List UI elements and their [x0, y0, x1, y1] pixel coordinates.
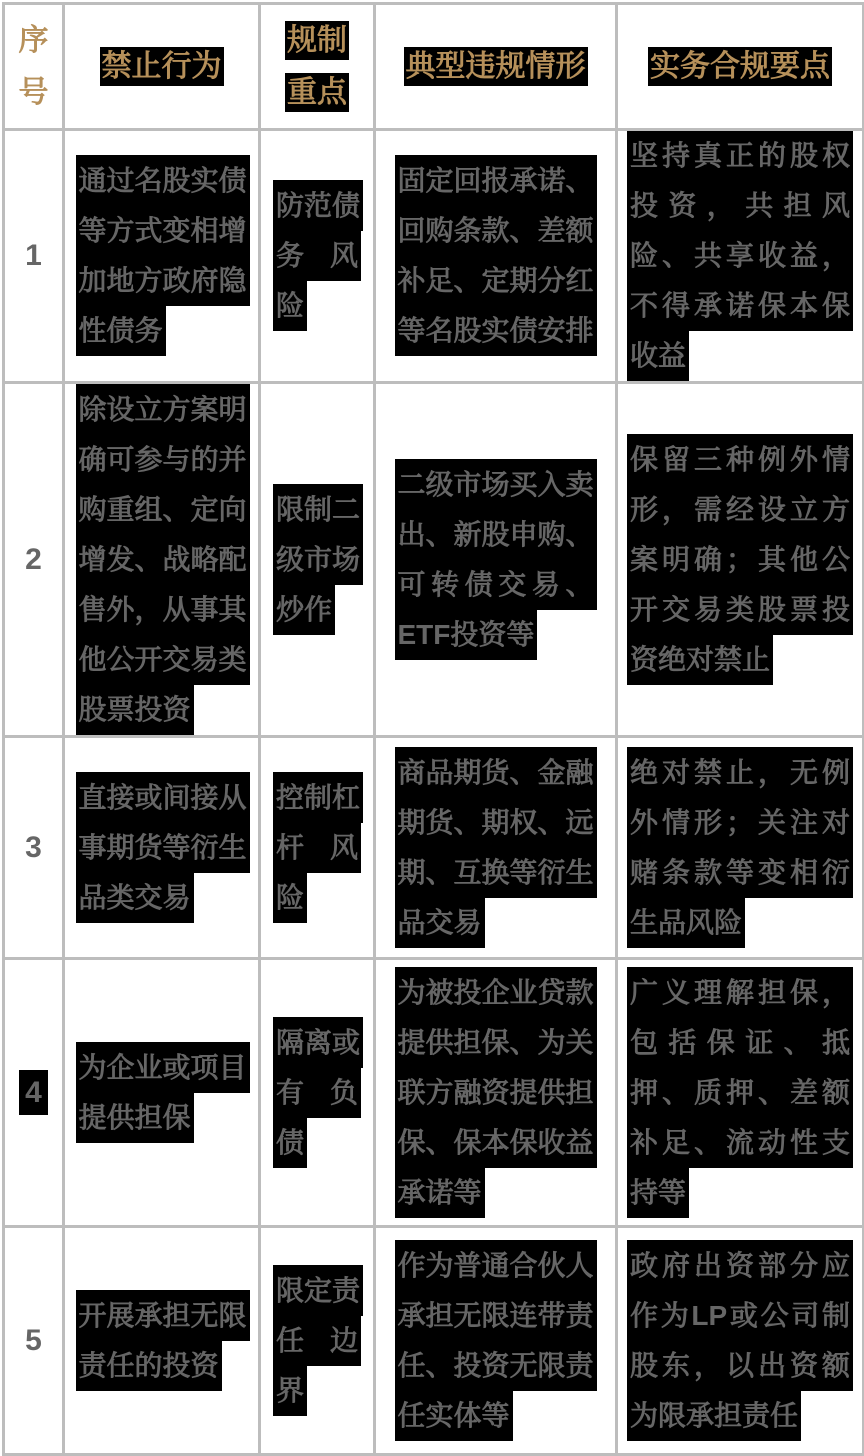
cell-compliance-points	[617, 1227, 864, 1455]
prohibited-text: 除设立方案明确可参与的并购重组、定向增发、战略配售外，从事其他公开交易类股票投资	[76, 384, 250, 735]
cell-compliance-points	[617, 383, 864, 737]
cell-compliance-points	[617, 130, 864, 383]
header-regulation-focus-label: 规制重点	[285, 21, 349, 112]
seq-value: 5	[25, 1323, 42, 1357]
cell-prohibited-behavior	[64, 130, 260, 383]
header-seq-label: 序号	[18, 23, 49, 109]
cell-compliance-points	[617, 959, 864, 1227]
cell-seq	[4, 959, 64, 1227]
header-typical-violations-label: 典型违规情形	[404, 47, 588, 86]
cell-regulation-focus	[260, 383, 375, 737]
header-prohibited-behavior	[64, 4, 260, 130]
cell-typical-violations	[375, 1227, 617, 1455]
cell-regulation-focus	[260, 959, 375, 1227]
prohibited-text: 开展承担无限责任的投资	[76, 1290, 250, 1391]
compliance-text: 广义理解担保，包括保证、抵押、质押、差额补足、流动性支持等	[627, 967, 853, 1218]
header-seq	[4, 4, 64, 130]
table-row	[4, 130, 864, 383]
compliance-table	[2, 2, 864, 1456]
cell-prohibited-behavior	[64, 959, 260, 1227]
table-row	[4, 1227, 864, 1455]
header-prohibited-behavior-label: 禁止行为	[100, 47, 224, 86]
cell-prohibited-behavior	[64, 737, 260, 959]
focus-text: 防范债务风险	[273, 180, 363, 331]
seq-value: 1	[25, 239, 42, 272]
table-row	[4, 383, 864, 737]
table-row	[4, 737, 864, 959]
cell-typical-violations	[375, 737, 617, 959]
header-row	[4, 4, 864, 130]
cell-seq	[4, 130, 64, 383]
prohibited-text: 直接或间接从事期货等衍生品类交易	[76, 772, 250, 923]
cell-prohibited-behavior	[64, 1227, 260, 1455]
violations-text: 二级市场买入卖出、新股申购、可转债交易、ETF投资等	[395, 459, 597, 660]
violations-text: 作为普通合伙人承担无限连带责任、投资无限责任实体等	[395, 1240, 597, 1441]
violations-text: 为被投企业贷款提供担保、为关联方融资提供担保、保本保收益承诺等	[395, 967, 597, 1218]
header-compliance-points	[617, 4, 864, 130]
compliance-text: 坚持真正的股权投资，共担风险、共享收益，不得承诺保本保收益	[627, 130, 853, 381]
cell-regulation-focus	[260, 130, 375, 383]
focus-text: 限制二级市场炒作	[273, 484, 363, 635]
header-regulation-focus	[260, 4, 375, 130]
cell-seq	[4, 737, 64, 959]
seq-value: 4	[19, 1070, 48, 1115]
prohibited-text: 通过名股实债等方式变相增加地方政府隐性债务	[76, 155, 250, 356]
prohibited-text: 为企业或项目提供担保	[76, 1042, 250, 1143]
cell-regulation-focus	[260, 1227, 375, 1455]
header-typical-violations	[375, 4, 617, 130]
cell-typical-violations	[375, 959, 617, 1227]
cell-typical-violations	[375, 383, 617, 737]
compliance-text: 政府出资部分应作为LP或公司制股东，以出资额为限承担责任	[627, 1240, 853, 1441]
table-row	[4, 959, 864, 1227]
compliance-text: 绝对禁止，无例外情形；关注对赌条款等变相衍生品风险	[627, 747, 853, 948]
violations-text: 商品期货、金融期货、期权、远期、互换等衍生品交易	[395, 747, 597, 948]
focus-text: 隔离或有负债	[273, 1017, 363, 1168]
cell-prohibited-behavior	[64, 383, 260, 737]
cell-compliance-points	[617, 737, 864, 959]
cell-typical-violations	[375, 130, 617, 383]
seq-value: 3	[25, 830, 42, 864]
cell-seq	[4, 1227, 64, 1455]
header-compliance-points-label: 实务合规要点	[648, 47, 832, 86]
cell-seq	[4, 383, 64, 737]
focus-text: 控制杠杆风险	[273, 772, 363, 923]
focus-text: 限定责任边界	[273, 1265, 363, 1416]
violations-text: 固定回报承诺、回购条款、差额补足、定期分红等名股实债安排	[395, 155, 597, 356]
compliance-text: 保留三种例外情形，需经设立方案明确；其他公开交易类股票投资绝对禁止	[627, 434, 853, 685]
seq-value: 2	[25, 542, 42, 576]
cell-regulation-focus	[260, 737, 375, 959]
